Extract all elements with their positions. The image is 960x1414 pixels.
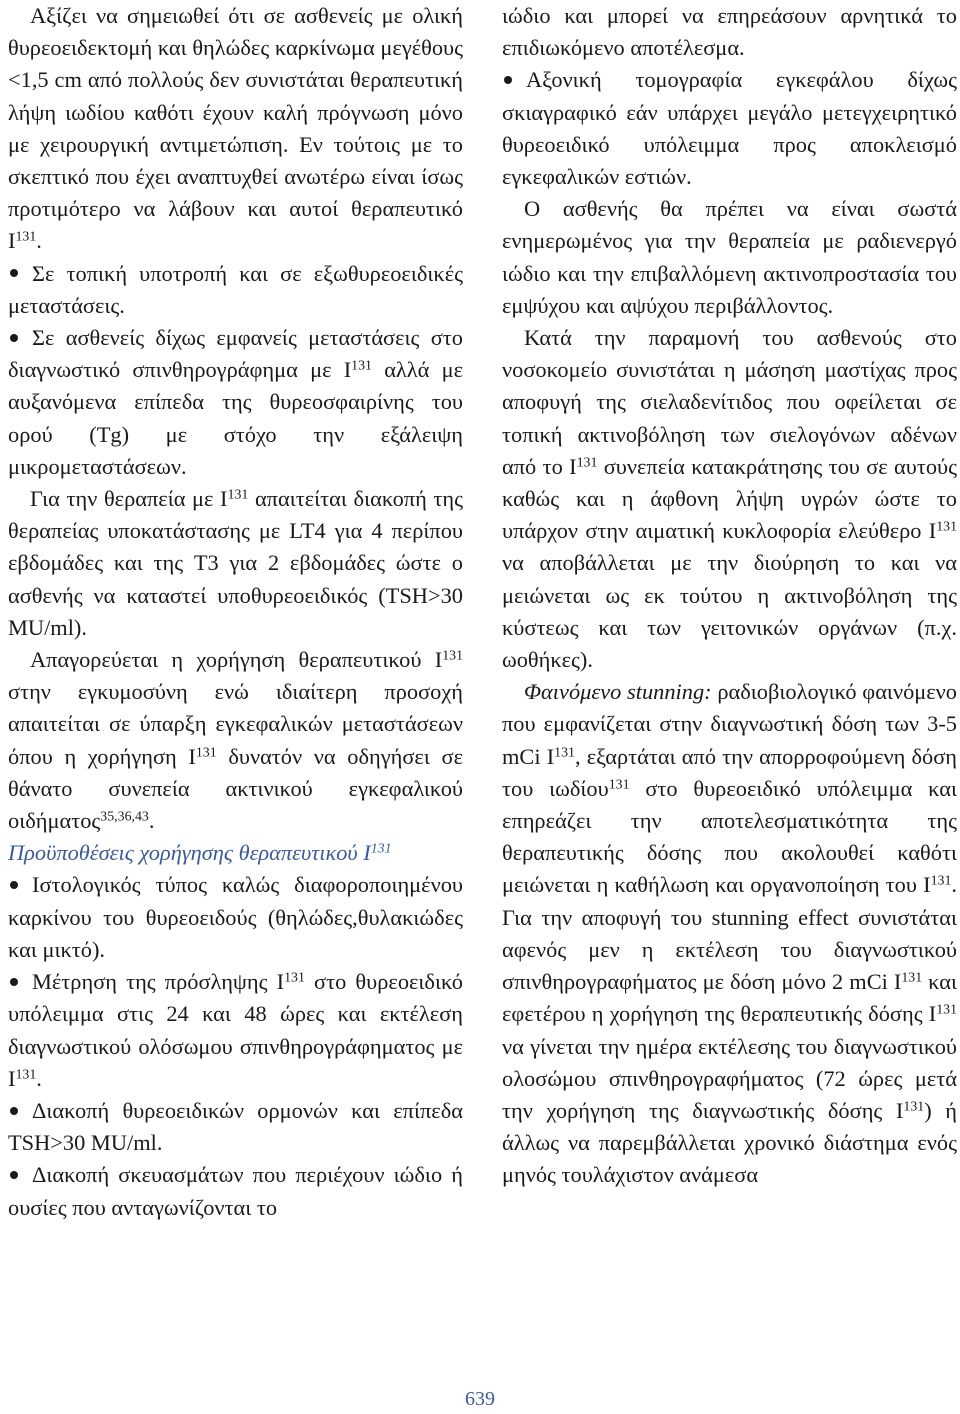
list-item-text: Μέτρηση της πρόσληψης Ι: [32, 969, 285, 995]
paragraph-surgery-note: [8, 0, 463, 258]
bullet-icon: [8, 1095, 32, 1127]
list-item-text: Διακοπή θυρεοειδικών ορμονών και επίπεδα TSH>30 MU/ml.: [8, 1097, 463, 1156]
list-item-text: αλλά με αυξανόμενα επίπεδα της θυρεοσφαιρίνης του ορού (Tg) με στόχο την εξάλειψη μικρομεταστάσεων.: [8, 357, 463, 479]
ct-list: [502, 64, 957, 193]
list-item: [8, 322, 463, 483]
superscript: 131: [442, 648, 463, 664]
text: , εξαρτάται από την απορροφούμενη δόση του ιωδίου: [502, 743, 957, 801]
superscript: 131: [15, 1067, 37, 1083]
prerequisites-list: [8, 869, 463, 1223]
text: να αποβάλλεται με την διούρηση το και να μειώνεται ως εκ τούτου η ακτινοβόληση της κύστεως και των γειτονικών οργάνων (π.χ. ωοθήκες).: [502, 550, 957, 673]
text: στην εγκυμοσύνη ενώ ιδιαίτερη προσοχή απαιτείται σε ύπαρξη εγκεφαλικών μεταστάσεων όπου η χορήγηση Ι: [8, 679, 463, 769]
text: ραδιοβιολογικό φαινόμενο που εμφανίζεται στην διαγνωστική δόση των 3-5 mCi Ι: [502, 679, 957, 769]
superscript: 131: [936, 519, 957, 535]
paragraph-therapy-interruption: [8, 483, 463, 644]
superscript: 131: [370, 841, 392, 857]
superscript: 131: [576, 455, 598, 471]
list-item: [502, 64, 957, 193]
text: .: [36, 228, 42, 254]
list-item: [8, 1095, 463, 1159]
left-column: [8, 0, 463, 1224]
list-item: [8, 966, 463, 1095]
text: να γίνεται την ημέρα εκτέλεσης του διαγνωστικού ολοσώμου σπινθηρογραφήματος (72 ώρες μετά την χορήγηση της διαγνωστικής δόσης Ι: [502, 1033, 957, 1123]
superscript: 131: [15, 229, 37, 245]
superscript: 131: [930, 873, 952, 889]
superscript: 131: [195, 745, 217, 761]
list-item-text: Ιστολογικός τύπος καλώς διαφοροποιημένου καρκίνου του θυρεοειδούς (θηλώδες,θυλακιώδες και μικτό).: [8, 872, 463, 962]
superscript: 131: [903, 1099, 925, 1115]
list-item: [8, 1159, 463, 1223]
citation: 35,36,43: [100, 809, 149, 825]
text: απαιτείται διακοπή της θεραπείας υποκατάστασης με LT4 για 4 περίπου εβδομάδες και της T3 για 2 εβδομάδες ώστε ο ασθενής να καταστεί υποθυρεοειδικός (TSH>30 MU/ml).: [8, 486, 464, 640]
bullet-icon: [8, 322, 32, 354]
text: και εφετέρου η χορήγηση της θεραπευτικής δόσης Ι: [502, 969, 957, 1027]
list-item: [8, 869, 463, 966]
indications-list: [8, 258, 463, 483]
superscript: 131: [936, 1002, 957, 1018]
list-item: [8, 258, 463, 322]
text: .: [148, 808, 155, 834]
text: . Για την αποφυγή του stunning effect συνιστάται αφενός μεν η εκτέλεση του διαγνωστικού σπινθηρογραφήματος με δόση μόνο 2 mCi Ι: [502, 872, 957, 995]
bullet-icon: [502, 64, 526, 96]
list-item-text: Αξονική τομογραφία εγκεφάλου δίχως σκιαγραφικό εάν υπάρχει μεγάλο μετεγχειρητικό θυρεοειδικό υπόλειμμα προς αποκλεισμό εγκεφαλικών εστιών.: [502, 67, 957, 190]
superscript: 131: [351, 358, 372, 374]
text: στο θυρεοειδικό υπόλειμμα και επηρεάζει την αποτελεσματικότητα της θεραπευτικής δόσης που ακολουθεί καθότι μειώνεται η καθήλωση και οργανοποίηση του Ι: [502, 775, 957, 898]
term-italic: Φαινόμενο stunning:: [524, 679, 712, 705]
list-item-text: Σε ασθενείς δίχως εμφανείς μεταστάσεις στο διαγνωστικό σπινθηρογράφημα με Ι: [8, 325, 463, 383]
text: συνεπεία κατακράτησης του σε αυτούς καθώς και η άφθονη λήψη υγρών ώστε το υπάρχον στην αιματική κυκλοφορία ελεύθερο Ι: [502, 453, 958, 544]
heading-text: Προϋποθέσεις χορήγησης θεραπευτικού Ι: [8, 840, 371, 866]
bullet-icon: [8, 1159, 32, 1191]
superscript: 131: [227, 487, 249, 503]
bullet-icon: [8, 258, 32, 290]
text: Για την θεραπεία με Ι: [30, 486, 228, 512]
right-column: [502, 0, 957, 1192]
text: Κατά την παραμονή του ασθενούς στο νοσοκομείο συνιστάται η μάσηση μαστίχας προς αποφυγή της σιελαδενίτιδος που οφείλεται σε τοπική ακτινοβόληση των σιελογόνων αδένων από το Ι: [502, 325, 957, 479]
paragraph-stunning: [502, 676, 957, 1191]
paragraph-hospital-stay: [502, 322, 957, 676]
paragraph-contraindications: [8, 644, 463, 837]
list-item-text: στο θυρεοειδικό υπόλειμμα στις 24 και 48 ώρες και εκτέλεση διαγνωστικού ολόσωμου σπινθηρογράφηματος με Ι: [8, 969, 463, 1091]
list-item-text: .: [36, 1065, 42, 1091]
list-item-text: Σε τοπική υποτροπή και σε εξωθυρεοειδικές μεταστάσεις.: [8, 260, 463, 318]
superscript: 131: [608, 777, 630, 793]
text: ) ή άλλως να παρεμβάλλεται χρονικό διάστημα ενός μηνός τουλάχιστον ανάμεσα: [502, 1097, 957, 1188]
paragraph-patient-information: Ο ασθενής θα πρέπει να είναι σωστά ενημερωμένος για την θεραπεία με ραδιενεργό ιώδιο και την επιβαλλόμενη ακτινοπροστασία του εμψύχου και αψύχου περιβάλλοντος.: [502, 196, 957, 318]
bullet-icon: [8, 869, 32, 901]
superscript: 131: [554, 745, 575, 761]
text: δυνατόν να οδηγήσει σε θάνατο συνεπεία ακτινικού εγκεφαλικού οιδήματος: [8, 743, 463, 834]
list-item-text: Διακοπή σκευασμάτων που περιέχουν ιώδιο ή ουσίες που ανταγωνίζονται το: [8, 1162, 463, 1220]
page-number: 639: [465, 1388, 495, 1410]
bullet-icon: [8, 966, 32, 998]
section-heading: [8, 837, 463, 869]
text: Αξίζει να σημειωθεί ότι σε ασθενείς με ολική θυρεοειδεκτομή και θηλώδες καρκίνωμα μεγέθους <1,5 cm από πολλούς δεν συνιστάται θεραπευτική λήψη ιωδίου καθότι έχουν καλή πρόγνωση μόνο με χειρουργική αντιμετώπιση. Εν τούτοις με το σκεπτικό που έχει αναπτυχθεί ανωτέρω είναι ίσως προτιμότερο να λάβουν και αυτοί θεραπευτικό Ι: [8, 3, 463, 254]
text: Απαγορεύεται η χορήγηση θεραπευτικού Ι: [30, 647, 443, 673]
superscript: 131: [901, 970, 923, 986]
superscript: 131: [284, 970, 305, 986]
paragraph-continuation: ιώδιο και μπορεί να επηρεάσουν αρνητικά το επιδιωκόμενο αποτέλεσμα.: [502, 3, 957, 61]
